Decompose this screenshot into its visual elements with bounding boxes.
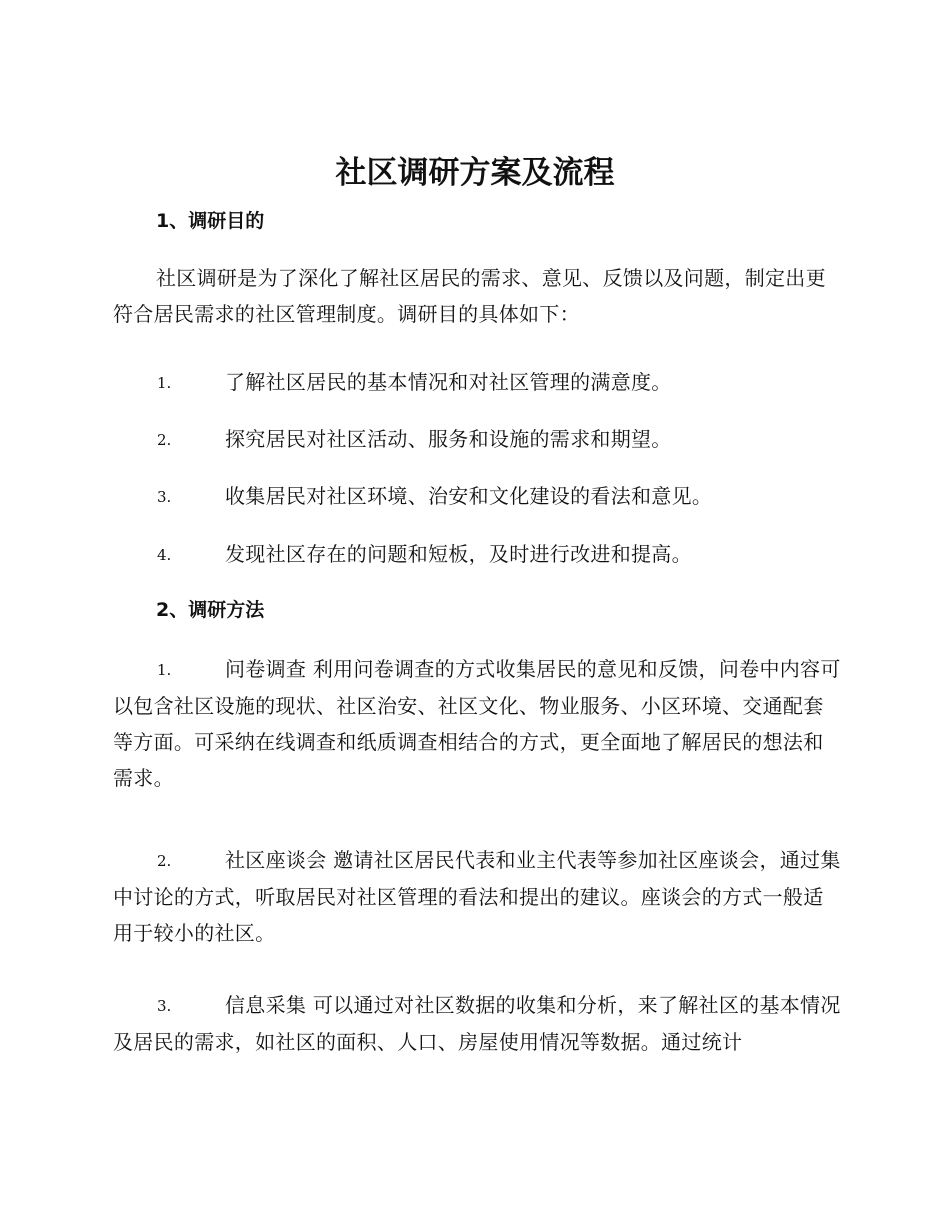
- list-number: 2.: [157, 852, 172, 870]
- list-number: 3.: [157, 488, 172, 506]
- list-number: 4.: [157, 546, 172, 564]
- section-heading-method: 2、调研方法: [156, 599, 265, 621]
- page-title: 社区调研方案及流程: [335, 155, 615, 191]
- list-item: [113, 651, 843, 796]
- list-text: 收集居民对社区环境、治安和文化建设的看法和意见。: [225, 484, 713, 508]
- list-text: 信息采集 可以通过对社区数据的收集和分析，来了解社区的基本情况及居民的需求，如社区的面积、人口、房屋使用情况等数据。通过统计: [113, 993, 841, 1054]
- list-text: 问卷调查 利用问卷调查的方式收集居民的意见和反馈，问卷中内容可以包含社区设施的现状、社区治安、社区文化、物业服务、小区环境、交通配套等方面。可采纳在线调查和纸质调查相结合的方式，更全面地了解居民的想法和需求。: [113, 657, 841, 790]
- list-item: [157, 536, 847, 573]
- list-item: [113, 842, 843, 951]
- list-number: 1.: [157, 661, 172, 679]
- list-item: [157, 478, 847, 515]
- section-heading-purpose: 1、调研目的: [156, 210, 265, 232]
- list-number: 3.: [157, 997, 172, 1015]
- list-text: 发现社区存在的问题和短板，及时进行改进和提高。: [225, 542, 692, 566]
- section-intro-paragraph: 社区调研是为了深化了解社区居民的需求、意见、反馈以及问题，制定出更符合居民需求的社区管理制度。调研目的具体如下：: [113, 266, 826, 326]
- list-item: [157, 364, 847, 401]
- list-text: 探究居民对社区活动、服务和设施的需求和期望。: [225, 427, 672, 451]
- list-number: 1.: [157, 374, 172, 392]
- list-item: [157, 421, 847, 458]
- list-number: 2.: [157, 431, 172, 449]
- list-item: [113, 987, 843, 1060]
- list-text: 了解社区居民的基本情况和对社区管理的满意度。: [225, 370, 672, 394]
- list-text: 社区座谈会 邀请社区居民代表和业主代表等参加社区座谈会，通过集中讨论的方式，听取居民对社区管理的看法和提出的建议。座谈会的方式一般适用于较小的社区。: [113, 848, 841, 945]
